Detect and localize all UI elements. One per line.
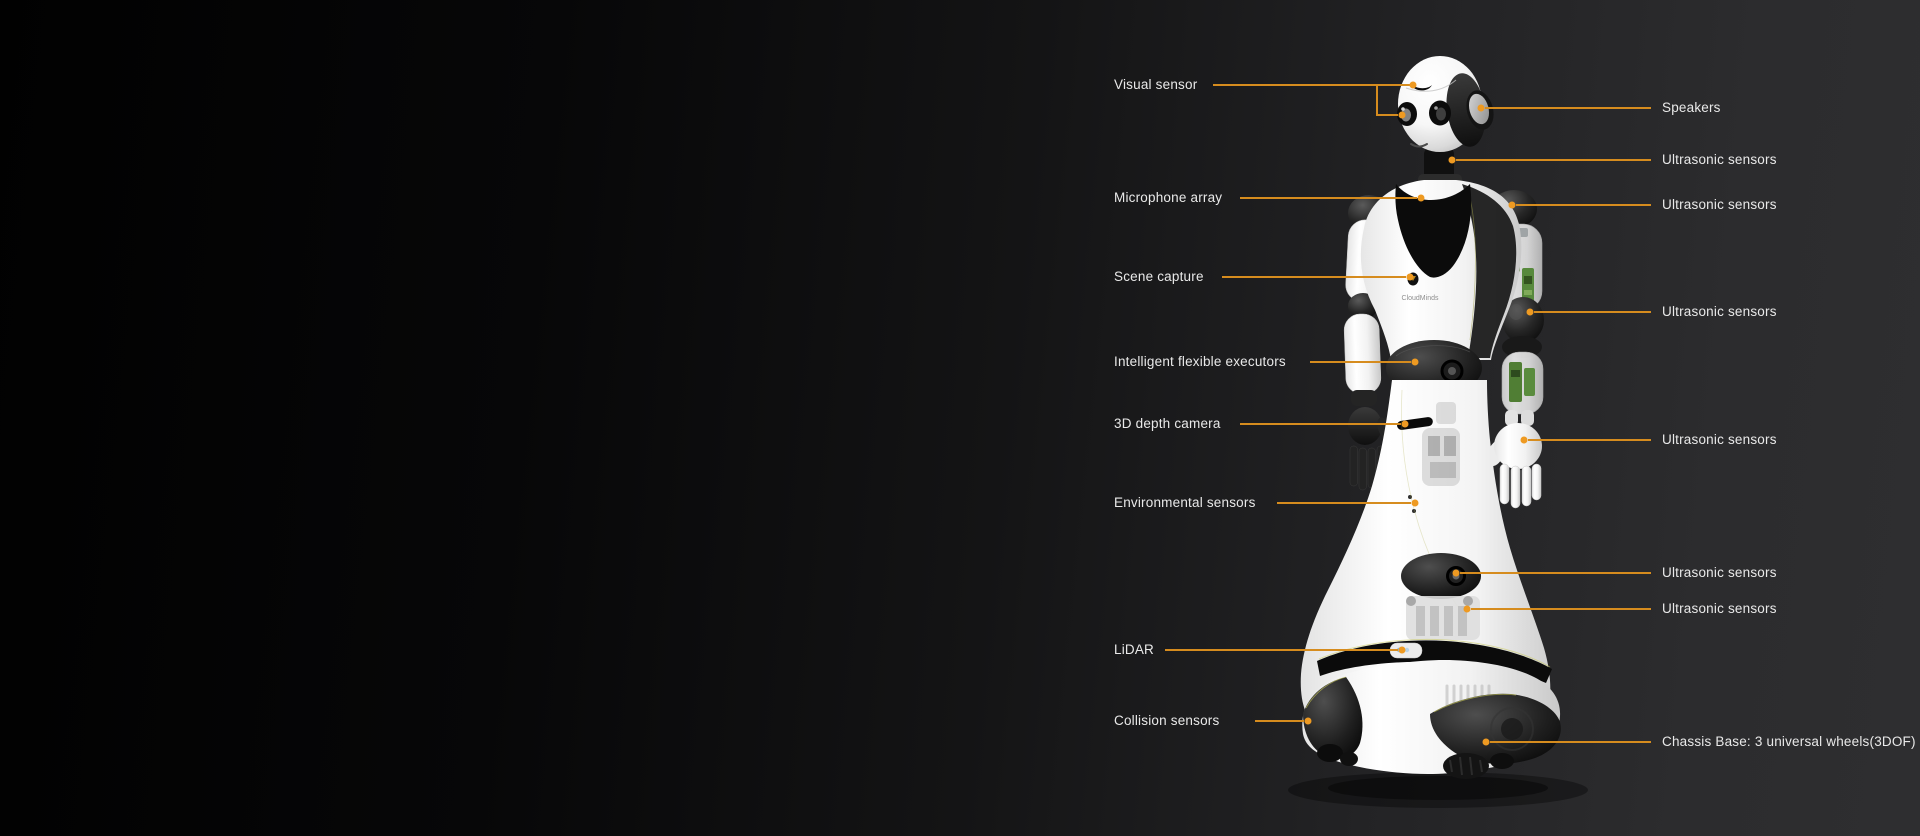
callout-line-ultrasonic-neck <box>1449 157 1652 164</box>
callout-label-chassis-base: Chassis Base: 3 universal wheels(3DOF) <box>1662 733 1916 749</box>
callout-label-ultrasonic-hip: Ultrasonic sensors <box>1662 564 1777 580</box>
callout-label-environmental-sensors: Environmental sensors <box>1114 494 1256 510</box>
callout-line-ultrasonic-elbow <box>1527 309 1652 316</box>
robot-brand-text: CloudMinds <box>1401 295 1439 302</box>
callout-line-speakers <box>1478 105 1652 112</box>
callout-label-ultrasonic-hand: Ultrasonic sensors <box>1662 431 1777 447</box>
callout-label-intelligent-flexible-executors: Intelligent flexible executors <box>1114 353 1286 369</box>
robot-torso <box>1361 148 1522 360</box>
callout-label-scene-capture: Scene capture <box>1114 268 1204 284</box>
robot-chassis <box>1302 660 1561 779</box>
callout-label-collision-sensors: Collision sensors <box>1114 712 1220 728</box>
callout-label-lidar: LiDAR <box>1114 641 1155 657</box>
robot-head <box>1397 56 1498 152</box>
callout-label-microphone-array: Microphone array <box>1114 189 1223 205</box>
robot-hip-joint <box>1401 553 1481 640</box>
callout-label-3d-depth-camera: 3D depth camera <box>1114 415 1221 431</box>
callout-line-visual-sensor <box>1213 82 1417 119</box>
callout-label-ultrasonic-shoulder: Ultrasonic sensors <box>1662 196 1777 212</box>
callout-label-ultrasonic-pelvis: Ultrasonic sensors <box>1662 600 1777 616</box>
ground-shadow <box>1288 772 1588 808</box>
robot-figure <box>1301 56 1561 779</box>
callout-label-speakers: Speakers <box>1662 99 1721 115</box>
callout-label-ultrasonic-neck: Ultrasonic sensors <box>1662 151 1777 167</box>
callout-label-ultrasonic-elbow: Ultrasonic sensors <box>1662 303 1777 319</box>
callout-label-visual-sensor: Visual sensor <box>1114 76 1198 92</box>
